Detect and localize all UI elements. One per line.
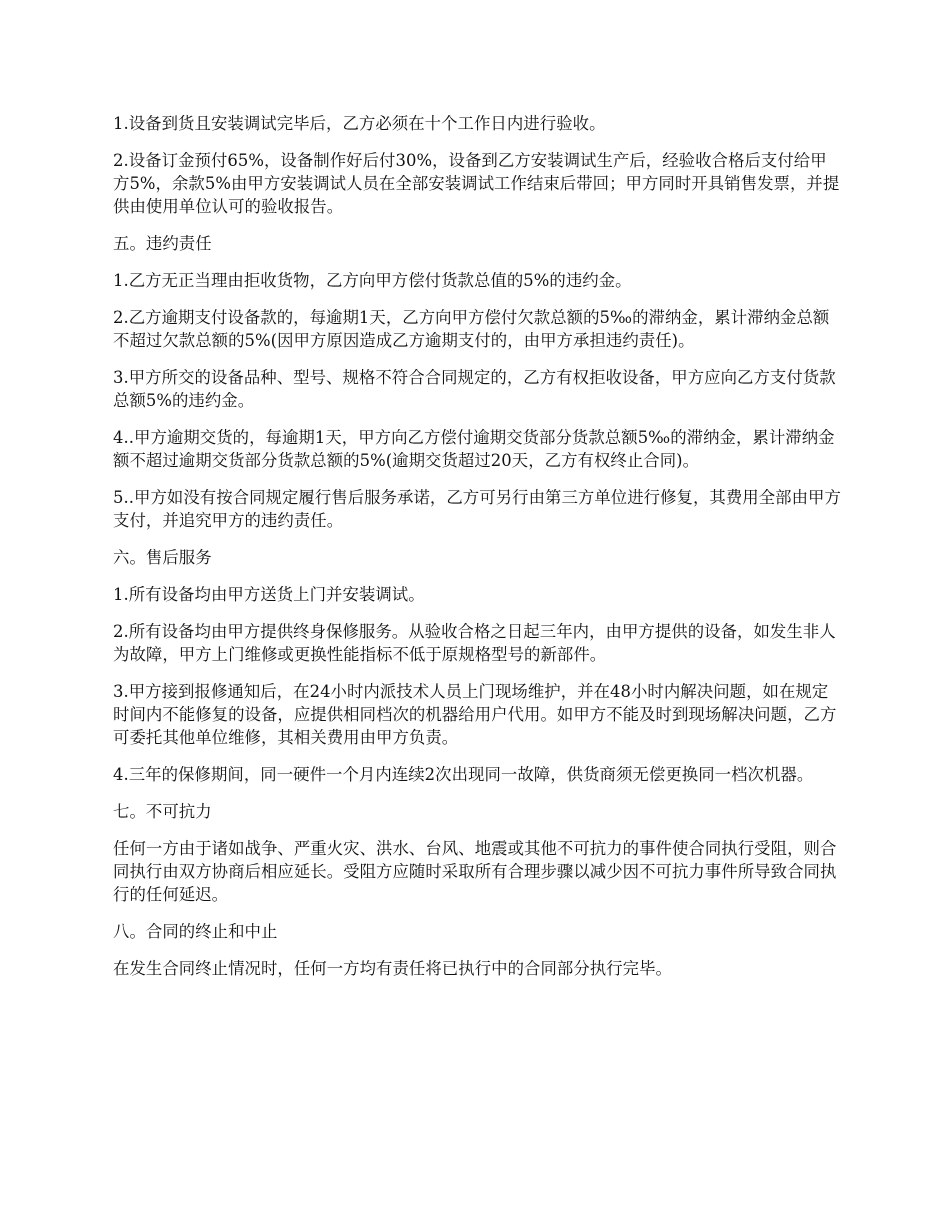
clause-acceptance-deadline: 1.设备到货且安装调试完毕后，乙方必须在十个工作日内进行验收。	[113, 114, 606, 133]
clause-termination: 在发生合同终止情况时，任何一方均有责任将已执行中的合同部分执行完毕。	[113, 959, 672, 978]
clause-liability-3: 3.甲方所交的设备品种、型号、规格不符合合同规定的，乙方有权拒收设备，甲方应向乙方支付货款总额5%的违约金。	[113, 368, 836, 410]
section-heading-after-sales: 六。售后服务	[113, 548, 212, 567]
clause-liability-5: 5..甲方如没有按合同规定履行售后服务承诺，乙方可另行由第三方单位进行修复，其费用全部由甲方支付，并追究甲方的违约责任。	[113, 488, 841, 530]
clause-payment-terms: 2.设备订金预付65%，设备制作好后付30%，设备到乙方安装调试生产后，经验收合格后支付给甲方5%，余款5%由甲方安装调试人员在全部安装调试工作结束后带回；甲方同时开具销售发票，并提供由使用单位认可的验收报告。	[113, 151, 840, 216]
clause-after-sales-4: 4.三年的保修期间，同一硬件一个月内连续2次出现同一故障，供货商须无偿更换同一档次机器。	[113, 765, 814, 784]
section-heading-force-majeure: 七。不可抗力	[113, 802, 212, 821]
section-heading-termination: 八。合同的终止和中止	[113, 922, 278, 941]
clause-after-sales-2: 2.所有设备均由甲方提供终身保修服务。从验收合格之日起三年内，由甲方提供的设备，如发生非人为故障，甲方上门维修或更换性能指标不低于原规格型号的新部件。	[113, 622, 836, 664]
clause-after-sales-1: 1.所有设备均由甲方送货上门并安装调试。	[113, 585, 425, 604]
clause-force-majeure: 任何一方由于诸如战争、严重火灾、洪水、台风、地震或其他不可抗力的事件使合同执行受阻，则合同执行由双方协商后相应延长。受阻方应随时采取所有合理步骤以减少因不可抗力事件所导致合同执行的任何延迟。	[113, 839, 837, 904]
clause-liability-4: 4..甲方逾期交货的，每逾期1天，甲方向乙方偿付逾期交货部分货款总额5‰的滞纳金，累计滞纳金额不超过逾期交货部分货款总额的5%(逾期交货超过20天，乙方有权终止合同)。	[113, 428, 835, 470]
document-page	[113, 112, 843, 994]
clause-liability-1: 1.乙方无正当理由拒收货物，乙方向甲方偿付货款总值的5%的违约金。	[113, 271, 632, 290]
section-heading-liability: 五。违约责任	[113, 234, 212, 253]
clause-after-sales-3: 3.甲方接到报修通知后，在24小时内派技术人员上门现场维护，并在48小时内解决问题，如在规定时间内不能修复的设备，应提供相同档次的机器给用户代用。如甲方不能及时到现场解决问题，乙方可委托其他单位维修，其相关费用由甲方负责。	[113, 682, 837, 747]
clause-liability-2: 2.乙方逾期支付设备款的，每逾期1天，乙方向甲方偿付欠款总额的5‰的滞纳金，累计滞纳金总额不超过欠款总额的5%(因甲方原因造成乙方逾期支付的，由甲方承担违约责任)。	[113, 308, 830, 350]
